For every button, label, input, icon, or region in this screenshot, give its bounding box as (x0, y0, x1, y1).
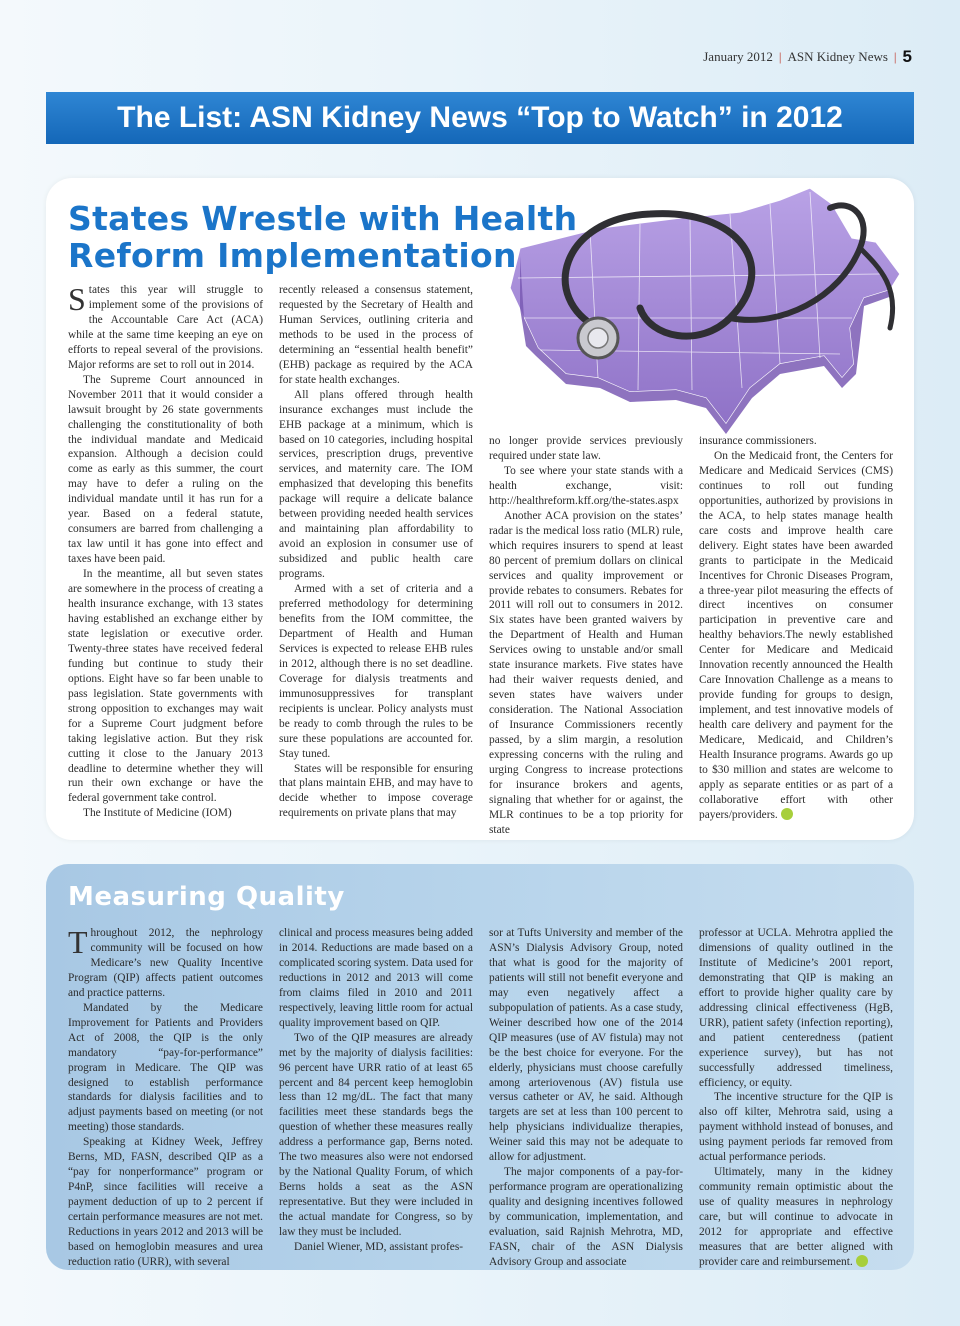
article-column-1 (68, 283, 263, 821)
section-banner (46, 92, 914, 144)
paragraph: The major components of a pay-for-performance program are operationalizing quality and designing incentives followed by communication, implementation, and evaluation, said Rajnish Mehrotra, MD, FASN, chair of the ASN Dialysis Advisory Group and associate (489, 1166, 683, 1268)
stethoscope-on-us-map-icon (480, 178, 914, 440)
folio-separator: | (893, 49, 897, 64)
article2-column-1 (68, 926, 263, 1270)
article-headline-measuring-quality: Measuring Quality (68, 882, 345, 912)
paragraph: sor at Tufts University and member of the ASN’s Dialysis Advisory Group, noted that what is good for the majority of patients will still not benefit everyone and may even negatively affect a subpopulation of patients. As a case study, Weiner described how one of the 2014 QIP measures (use of AV fistula) may not be the best choice for everyone. For the elderly, physicians must choose carefully among arteriovenous (AV) fistula use versus catheter or AV, he said. Although targets are set at less than 100 percent to help physicians individualize therapies, Weiner said this may not be adequate to allow for adjustment. (489, 927, 683, 1164)
paragraph: Speaking at Kidney Week, Jeffrey Berns, MD, FASN, described QIP as a “pay for nonperformance” program or P4nP, since facilities will receive a payment deduction of up to 2 percent if certain performance measures are not met. Reductions in years 2012 and 2013 will be based on hemoglobin measures and urea reduction ratio (URR), with several (68, 1136, 263, 1268)
paragraph: Daniel Wiener, MD, assistant profes- (294, 1241, 464, 1254)
publication-name: ASN Kidney News (787, 49, 888, 64)
paragraph: Armed with a set of criteria and a preferred methodology for determining benefits from the IOM committee, the Department of Health and Human Services is expected to release EHB rules in 2012, although there is no set deadline. Coverage for dialysis treatments and immunosuppressives for transplant recipients is unclear. Policy analysts must be ready to comb through the rules to be sure these populations are accounted for. Stay tuned. (279, 583, 473, 760)
end-of-article-icon (856, 1255, 868, 1267)
paragraph: tates this year will struggle to implement some of the provisions of the Accountable Care Act (ACA) while at the same time keeping an eye on efforts to repeal several of the provisions. Major reforms are set to roll out in 2014. (68, 284, 263, 371)
folio-separator: | (778, 49, 782, 64)
article2-column-4 (699, 926, 893, 1270)
paragraph: States will be responsible for ensuring that plans maintain EHB, and may have to decide whether to impose coverage requirements on private plans that may (279, 762, 473, 820)
paragraph: The Supreme Court announced in November 2011 that it would consider a lawsuit brought by 26 state governments challenging the constitutionality of both the individual mandate and Medicaid expansion. Although a decision could come as early as this summer, the court may have to defer a ruling on the individual mandate until it has run for a year. Based on a federal statute, consumers are barred from challenging a tax law until it has gone into effect and taxes have been paid. (68, 373, 263, 566)
banner-title: The List: ASN Kidney News “Top to Watch” in 2012 (117, 101, 843, 134)
paragraph: On the Medicaid front, the Centers for Medicare and Medicaid Services (CMS) continues to roll out funding opportunities, authorized by provisions in the ACA, to help states manage health care costs and improve health care delivery. Eight states have been awarded grants to participate in the Medicaid Incentives for Chronic Diseases Program, a three-year pilot measuring the effects of direct incentives on consumer participation in preventive care and healthy behaviors.The newly established Center for Medicare and Medicaid Innovation recently announced the Health Care Innovation Challenge as a means to provide funding for groups to design, implement, and test innovative models of health care delivery and payment for the Medicare, Medicaid, and Children’s Health Insurance programs. Awards go up to $30 million and states are welcome to apply as separate entities or as part of a collaborative effort with other payers/providers. (699, 449, 893, 821)
article-column-2 (279, 283, 473, 821)
paragraph: clinical and process measures being added in 2014. Reductions are made based on a complicated scoring system. Data used for reductions in 2012 and 2013 will come from claims filed in 2010 and 2011 respectively, leaving little room for actual quality improvement based on QIP. (279, 927, 473, 1029)
page-folio (703, 47, 912, 67)
article-column-3 (489, 434, 683, 838)
paragraph: insurance commissioners. (699, 435, 817, 447)
paragraph: Ultimately, many in the kidney community remain optimistic about the use of quality measures in nephrology care, but will continue to advocate in 2012 for appropriate and effective measures that are better aligned with provider care and reimbursement. (699, 1166, 893, 1268)
paragraph: recently released a consensus statement, requested by the Secretary of Health and Human Services, outlining criteria and methods to be used in the process of determining an “essential health benefit” (EHB) package as required by the ACA for state health exchanges. (279, 284, 473, 386)
page-number: 5 (902, 47, 912, 66)
paragraph: All plans offered through health insurance exchanges must include the EHB package at a minimum, which is based on 10 categories, including hospital services, prescription drugs, preventive services, and maternity care. The IOM emphasized that developing this benefits package will require a delicate balance between providing needed health services and maintaining plan affordability to avoid an explosion in consumer use of subsidized and public health care programs. (279, 388, 473, 581)
headline-line-1: States Wrestle with Health (68, 199, 578, 238)
drop-cap: S (68, 281, 86, 317)
article-column-4 (699, 434, 893, 823)
paragraph: In the meantime, all but seven states are somewhere in the process of creating a health insurance exchange, with 13 states having established an exchange either by state legislation or executive order. Twenty-three states have received federal funding but continue to study their options. Eight have so far been unable to pass legislation. State governments with strong opposition to exchanges may wait for a Supreme Court judgment before taking legislative action. But they risk cutting it close to the January 2013 deadline to determine whether they will run their own exchange or have the federal government take control. (68, 568, 263, 805)
paragraph: Another ACA provision on the states’ radar is the medical loss ratio (MLR) rule, which requires insurers to spend at least 80 percent of premium dollars on clinical services and quality improvement or provide rebates to consumers. Rebates for 2011 will roll out to consumers in 2012. Six states have been granted waivers by the Department of Health and Human Services owing to unstable and/or small state insurance markets. Five states have had their waiver requests denied, and seven states have waivers under consideration. The National Association of Insurance Commissioners recently passed, by a slim margin, a resolution expressing concerns with the ruling and urging Congress to increase protections for insurance brokers and agents, signaling that whether for or against, the MLR continues to be a top priority for state (489, 509, 683, 836)
headline-line-2: Reform Implementation (68, 236, 517, 275)
paragraph: no longer provide services previously required under state law. (489, 435, 683, 462)
article2-column-3 (489, 926, 683, 1270)
paragraph: Two of the QIP measures are already met by the majority of dialysis facilities: 96 percent have URR ratio of at least 65 percent and 84 percent keep hemoglobin less than 12 mg/dL. The fact that many facilities meet these standards begs the question of whether these measures really address a performance gap, Berns noted. The two measures also were not endorsed by the National Quality Forum, of which Berns holds a seat as the ASN representative. But they were included in the actual mandate for Congress, so by law they must be included. (279, 1031, 473, 1239)
end-of-article-icon (781, 808, 793, 820)
paragraph: The incentive structure for the QIP is also off kilter, Mehrotra said, using a payment withhold instead of bonuses, and using payment periods far removed from actual performance periods. (699, 1091, 893, 1164)
paragraph: To see where your state stands with a health exchange, visit: http://healthreform.kff.org/the-states.aspx (489, 464, 683, 507)
paragraph: Mandated by the Medicare Improvement for Patients and Providers Act of 2008, the QIP is the only mandatory “pay-for-performance” program in Medicare. The QIP was designed to establish performance standards for dialysis facilities and to adjust payments based on meeting (or not meeting) those standards. (68, 1001, 263, 1134)
paragraph: professor at UCLA. Mehrotra applied the dimensions of quality outlined in the Institute of Medicine’s 2001 report, demonstrating that QIP is making an effort to provide higher quality care by addressing clinical effectiveness (HgB, URR), patient safety (infection reporting), and patient centeredness (patient experience survey), but has not successfully addressed timeliness, efficiency, or equity. (699, 927, 893, 1089)
issue-date: January 2012 (703, 49, 773, 64)
paragraph: The Institute of Medicine (IOM) (83, 807, 232, 820)
article2-column-2 (279, 926, 473, 1255)
drop-cap: T (68, 924, 88, 960)
paragraph: hroughout 2012, the nephrology community will be focused on how Medicare’s new Quality Incentive Program (QIP) affects patient outcomes and practice patterns. (68, 927, 263, 999)
